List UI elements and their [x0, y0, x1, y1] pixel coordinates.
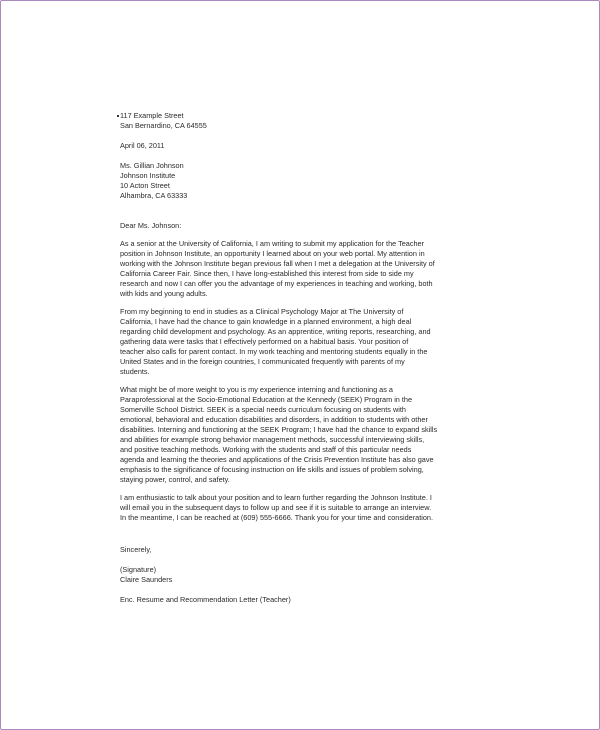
text-line: As a senior at the University of California, I am writing to submit my application for the Teacher	[120, 239, 425, 248]
paragraph-education	[120, 307, 482, 377]
text-line: What might be of more weight to you is my experience interning and functioning as a	[120, 385, 393, 394]
paragraph-experience	[120, 385, 482, 485]
text-line: emphasis to the significance of focusing instruction on life skills and issues of problem solving,	[120, 465, 424, 474]
recipient-name: Ms. Gillian Johnson	[120, 161, 184, 170]
signer-name: Claire Saunders	[120, 575, 173, 584]
closing: Sincerely,	[120, 545, 152, 554]
salutation-block	[120, 221, 482, 231]
text-line: emotional, behavioral and education disabilities and disorders, in addition to students with other	[120, 415, 428, 424]
signature-block	[120, 565, 482, 585]
text-line: and abilities for example strong behavior management methods, successful interviewing skills,	[120, 435, 425, 444]
signature-placeholder: (Signature)	[120, 565, 157, 574]
sender-city: San Bernardino, CA 64555	[120, 121, 207, 130]
text-line: teacher also calls for parent contact. In my work teaching and mentoring students equally in the	[120, 347, 428, 356]
sender-address	[120, 111, 482, 131]
text-line: agenda and learning the theories and applications of the Crisis Prevention Institute has also gave	[120, 455, 434, 464]
recipient-street: 10 Acton Street	[120, 181, 170, 190]
recipient-organization: Johnson Institute	[120, 171, 176, 180]
recipient-city: Alhambra, CA 63333	[120, 191, 188, 200]
text-line: research and now I can offer you the advantage of my experiences in teaching and working, both	[120, 279, 433, 288]
text-line: In the meantime, I can be reached at (609) 555-6666. Thank you for your time and consideration.	[120, 513, 434, 522]
text-line: California, I have had the chance to gain knowledge in a planned environment, a high deal	[120, 317, 412, 326]
text-line: United States and in the foreign countries, I communicated frequently with parents of my	[120, 357, 405, 366]
text-line: working with the Johnson Institute began previous fall when I met a delegation at the University of	[120, 259, 435, 268]
text-line: Somerville School District. SEEK is a special needs curriculum focusing on students with	[120, 405, 406, 414]
enclosure-note: Enc. Resume and Recommendation Letter (Teacher)	[120, 595, 291, 604]
text-line: position in Johnson Institute, an opportunity I learned about on your web portal. My attention in	[120, 249, 425, 258]
text-line: staying power, control, and safety.	[120, 475, 230, 484]
bullet-mark	[117, 115, 119, 117]
recipient-address	[120, 161, 482, 201]
salutation: Dear Ms. Johnson:	[120, 221, 182, 230]
closing-block	[120, 545, 482, 555]
text-line: students.	[120, 367, 150, 376]
text-line: regarding child development and psychology. As an apprentice, writing reports, researching, and	[120, 327, 431, 336]
text-line: I am enthusiastic to talk about your position and to learn further regarding the Johnson Institute. I	[120, 493, 432, 502]
letter-date: April 06, 2011	[120, 141, 165, 150]
text-line: gathering data were tasks that I effectively performed on a habitual basis. Your position of	[120, 337, 409, 346]
sender-street: 117 Example Street	[120, 111, 184, 120]
paragraph-closing	[120, 493, 482, 523]
letter-date-block	[120, 141, 482, 151]
enclosure-block	[120, 595, 482, 605]
cover-letter	[120, 111, 482, 615]
text-line: California Career Fair. Since then, I have long-established this interest from side to side my	[120, 269, 414, 278]
paragraph-intro	[120, 239, 482, 299]
text-line: with kids and young adults.	[120, 289, 208, 298]
text-line: disabilities. Interning and functioning at the SEEK Program; I have had the chance to expand skills	[120, 425, 438, 434]
text-line: From my beginning to end in studies as a Clinical Psychology Major at The University of	[120, 307, 404, 316]
text-line: and positive teaching methods. Working with the students and staff of this particular needs	[120, 445, 412, 454]
text-line: Paraprofessional at the Socio-Emotional Education at the Kennedy (SEEK) Program in the	[120, 395, 413, 404]
text-line: will email you in the subsequent days to follow up and see if it is suitable to arrange an interview.	[120, 503, 432, 512]
